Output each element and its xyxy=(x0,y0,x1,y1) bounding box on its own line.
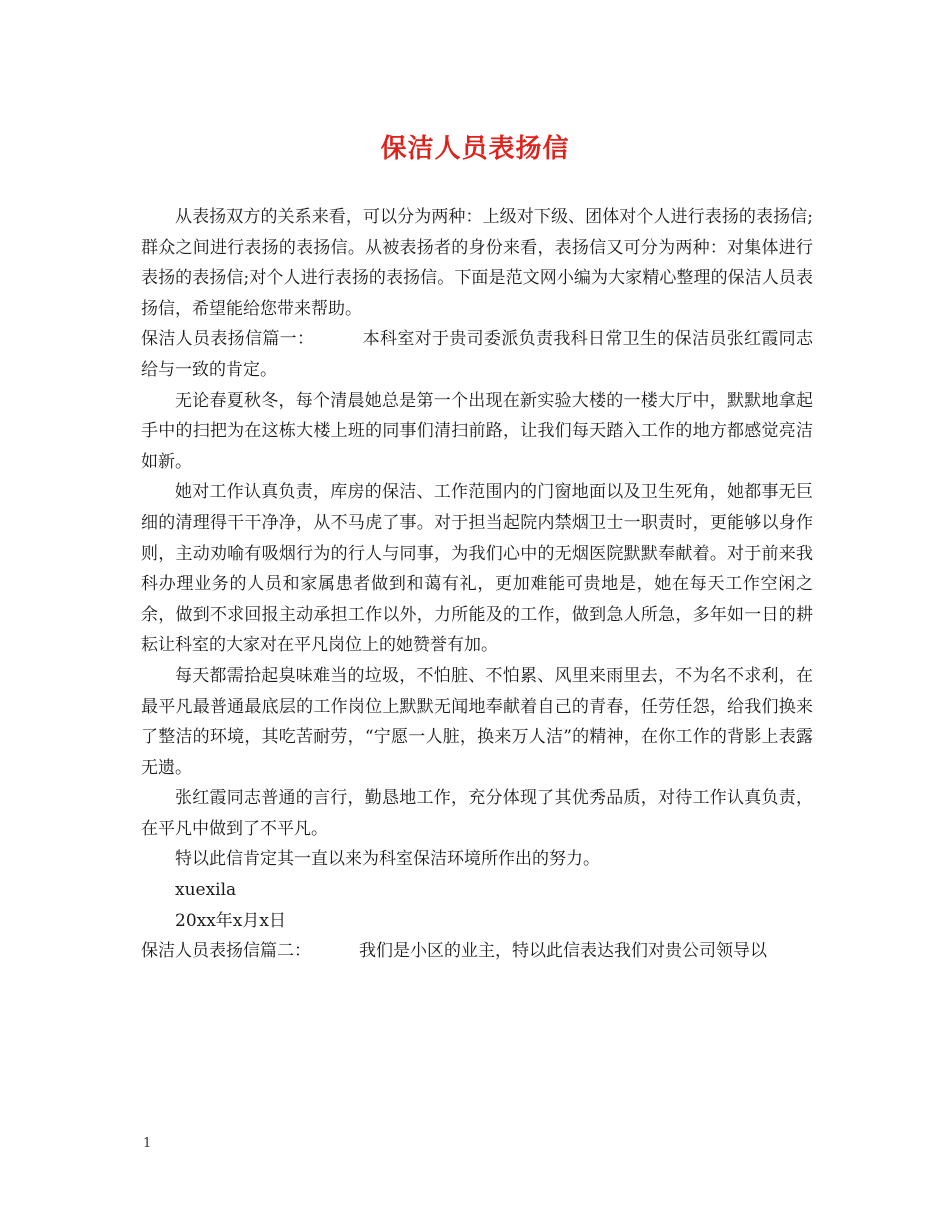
signature-date: 20xx年x月x日 xyxy=(175,910,286,931)
signature-name: xuexila xyxy=(175,880,237,901)
paragraph-4: 每天都需拾起臭味难当的垃圾，不怕脏、不怕累、风里来雨里去，不为名不求利，在最平凡最普通最底层的工作岗位上默默无闻地奉献着自己的青春，任劳任怨，给我们换来了整洁的环境，其吃苦耐劳，“宁愿一人脏，换来万人洁”的精神，在你工作的背影上表露无遗。 xyxy=(141,665,813,778)
document-title: 保洁人员表扬信 xyxy=(380,134,570,164)
paragraph-5: 张红霞同志普通的言行，勤恳地工作，充分体现了其优秀品质，对待工作认真负责，在平凡中做到了不平凡。 xyxy=(141,788,813,839)
paragraph-6: 特以此信肯定其一直以来为科室保洁环境所作出的努力。 xyxy=(175,849,600,870)
paragraph-2: 无论春夏秋冬，每个清晨她总是第一个出现在新实验大楼的一楼大厅中，默默地拿起手中的扫把为在这栋大楼上班的同事们清扫前路，让我们每天踏入工作的地方都感觉亮洁如新。 xyxy=(141,390,813,472)
section-heading-1 xyxy=(141,324,813,385)
section-label-1: 保洁人员表扬信篇一： xyxy=(141,329,315,350)
page-number: 1 xyxy=(143,1136,152,1151)
paragraph-intro: 从表扬双方的关系来看，可以分为两种：上级对下级、团体对个人进行表扬的表扬信;群众之间进行表扬的表扬信。从被表扬者的身份来看，表扬信又可分为两种：对集体进行表扬的表扬信;对个人进行表扬的表扬信。下面是范文网小编为大家精心整理的保洁人员表扬信，希望能给您带来帮助。 xyxy=(141,207,813,319)
section-heading-2 xyxy=(141,936,813,967)
section-label-2: 保洁人员表扬信篇二： xyxy=(141,941,311,962)
section-text-2: 我们是小区的业主，特以此信表达我们对贵公司领导以 xyxy=(359,941,767,962)
document-body xyxy=(141,202,813,967)
paragraph-3: 她对工作认真负责，库房的保洁、工作范围内的门窗地面以及卫生死角，她都事无巨细的清理得干干净净，从不马虎了事。对于担当起院内禁烟卫士一职责时，更能够以身作则，主动劝喻有吸烟行为的行人与同事，为我们心中的无烟医院默默奉献着。对于前来我科办理业务的人员和家属患者做到和蔼有礼，更加难能可贵地是，她在每天工作空闲之余，做到不求回报主动承担工作以外，力所能及的工作，做到急人所急，多年如一日的耕耘让科室的大家对在平凡岗位上的她赞誉有加。 xyxy=(141,482,813,656)
section-text-1: 本科室对于贵司委派负责我科日常卫生的保洁员张红霞同志给与一致的肯定。 xyxy=(141,329,814,380)
